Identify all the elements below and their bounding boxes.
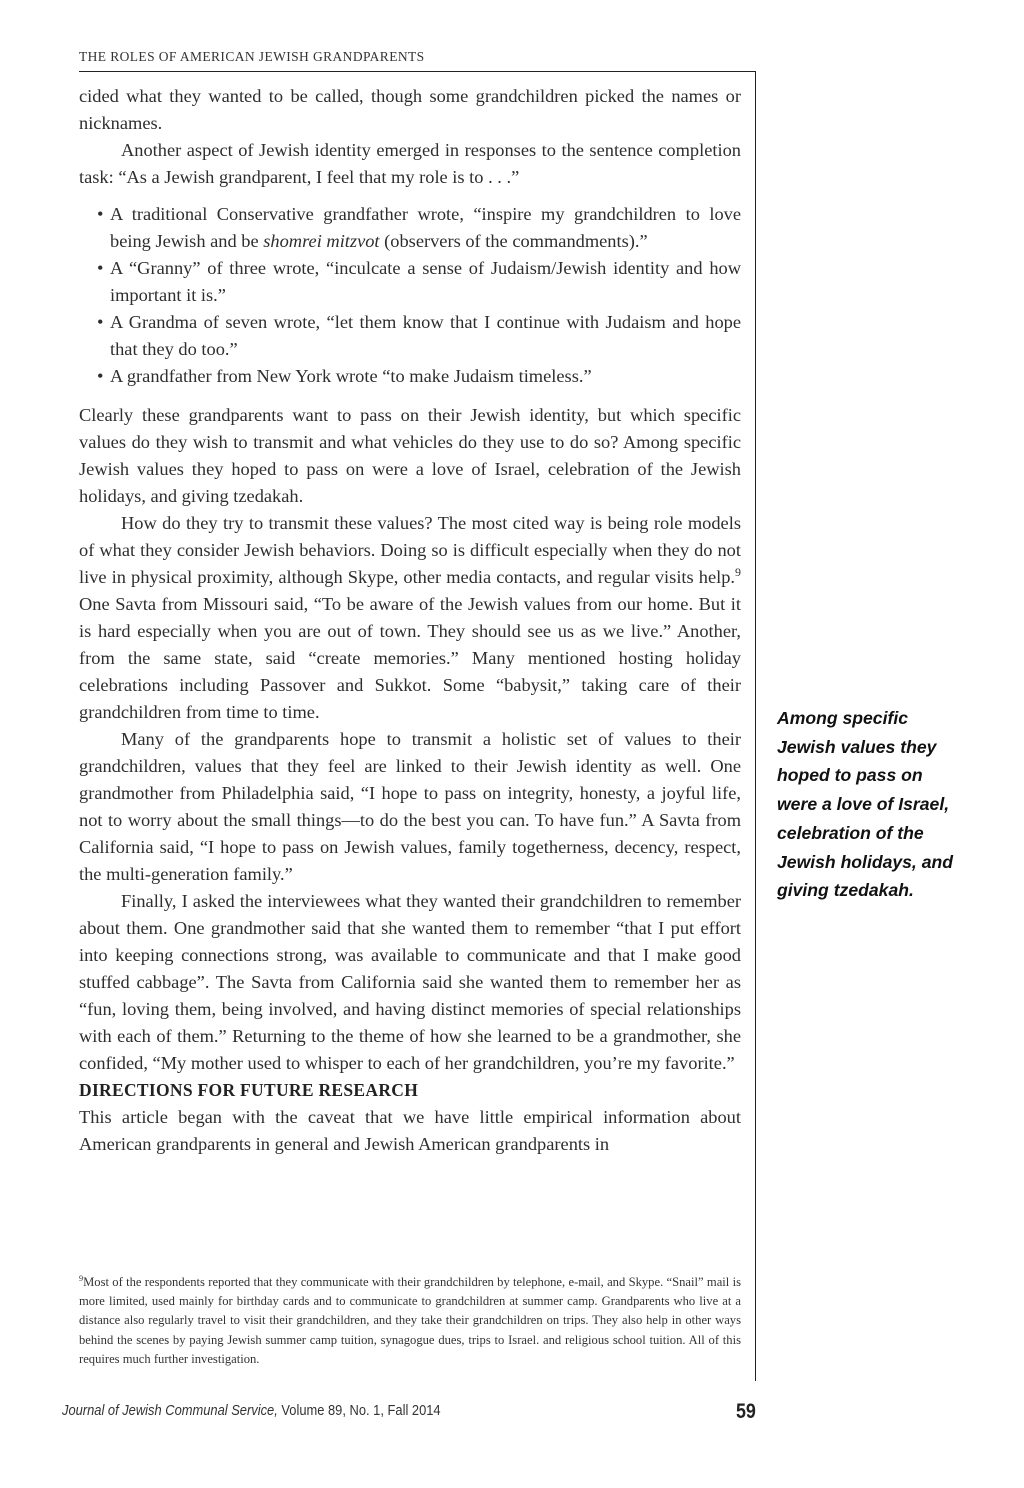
pull-quote-line: Jewish values they — [777, 736, 937, 757]
pull-quote-line: were a love of Israel, — [777, 794, 950, 815]
pull-quote — [777, 704, 977, 905]
journal-issue: Volume 89, No. 1, Fall 2014 — [277, 1402, 441, 1419]
bullet-item-3: • A Grandma of seven wrote, “let them know that I continue with Judaism and hope that they do too.” — [79, 309, 741, 363]
bullet-item-4: • A grandfather from New York wrote “to make Judaism timeless.” — [79, 363, 741, 390]
pull-quote-line: Jewish holidays, and — [777, 851, 953, 872]
section-heading: DIRECTIONS FOR FUTURE RESEARCH — [79, 1080, 419, 1100]
journal-title: Journal of Jewish Communal Service, — [62, 1402, 278, 1419]
footnote — [79, 1273, 741, 1369]
paragraph-2: Another aspect of Jewish identity emerged in responses to the sentence completion task: “As a Jewish grandparent, I feel that my role is to . . .” — [79, 140, 741, 187]
paragraph-5: Many of the grandparents hope to transmit a holistic set of values to their grandchildren, values that they feel are linked to their Jewish identity as well. One grandmother from Philadelphia said, “I hope to pass on integrity, honesty, a joyful life, not to worry about the small things—to do the best you can. To have fun.” A Savta from California said, “I hope to pass on Jewish values, family togetherness, decency, respect, the multi-generation family.” — [79, 729, 741, 884]
paragraph-7: This article began with the caveat that we have little empirical information about American grandparents in general and Jewish American grandparents in — [79, 1107, 741, 1154]
footnote-marker: 9 — [79, 1273, 84, 1283]
main-column — [79, 83, 741, 1158]
paragraph-3: Clearly these grandparents want to pass on their Jewish identity, but which specific values do they wish to transmit and what vehicles do they use to do so? Among specific Jewish values they hoped to pass on were a love of Israel, celebration of the Jewish holidays, and giving tzedakah. — [79, 405, 741, 506]
header-rule — [79, 71, 756, 72]
bullet-list — [79, 201, 741, 390]
running-head: THE ROLES OF AMERICAN JEWISH GRANDPARENTS — [79, 49, 425, 64]
bullet-icon: • — [97, 312, 104, 332]
bullet-item-1: • A traditional Conservative grandfather wrote, “inspire my grandchildren to love being Jewish and be shomrei mitzvot (observers of the commandments).” — [79, 201, 741, 255]
pull-quote-line: giving tzedakah. — [777, 880, 914, 901]
journal-citation — [62, 1402, 441, 1419]
paragraph-1: cided what they wanted to be called, though some grandchildren picked the names or nicknames. — [79, 86, 741, 133]
footnote-ref: 9 — [735, 564, 741, 579]
bullet-icon: • — [97, 258, 104, 278]
hebrew-term: shomrei mitzvot — [263, 231, 380, 251]
paragraph-6: Finally, I asked the interviewees what they wanted their grandchildren to remember about them. One grandmother said that she wanted them to remember “that I put effort into keeping connections strong, was available to communicate and that I make good stuffed cabbage”. The Savta from California said she wanted them to remember her as “fun, loving them, being involved, and having distinct memories of special relationships with each of them.” Returning to the theme of how she learned to be a grandmother, she confided, “My mother used to whisper to each of her grandchildren, you’re my favorite.” — [79, 891, 741, 1073]
page-number: 59 — [736, 1400, 756, 1423]
pull-quote-line: celebration of the — [777, 822, 924, 843]
paragraph-4: How do they try to transmit these values? The most cited way is being role models of what they consider Jewish behaviors. Doing so is difficult especially when they do not live in physical proximity, although Skype, other media contacts, and regular visits help.$^9$ One Savta from Missouri said, “To be aware of the Jewish values from our home. But it is hard especially when you are out of town. They should see us as we live.” Another, from the same state, said “create memories.” Many mentioned hosting holiday celebrations including Passover and Sukkot. Some “babysit,” taking care of their grandchildren from time to time. — [79, 513, 741, 722]
pull-quote-line: Among specific — [777, 708, 908, 728]
footnote-text: Most of the respondents reported that they communicate with their grandchildren by telephone, e-mail, and Skype. “Snail” mail is more limited, used mainly for birthday cards and to communicate to grandchildren at summer camp. Grandparents who live at a distance also regularly travel to visit their grandchildren, and they take their grandchildren on trips. They also help in other ways behind the scenes by paying Jewish summer camp tuition, synagogue dues, trips to Israel. and religious school tuition. All of this requires much further investigation. — [79, 1275, 741, 1366]
bullet-icon: • — [97, 366, 104, 386]
pull-quote-line: hoped to pass on — [777, 765, 923, 786]
column-rule — [755, 71, 756, 1381]
bullet-icon: • — [97, 204, 104, 224]
bullet-item-2: • A “Granny” of three wrote, “inculcate a sense of Judaism/Jewish identity and how important it is.” — [79, 255, 741, 309]
